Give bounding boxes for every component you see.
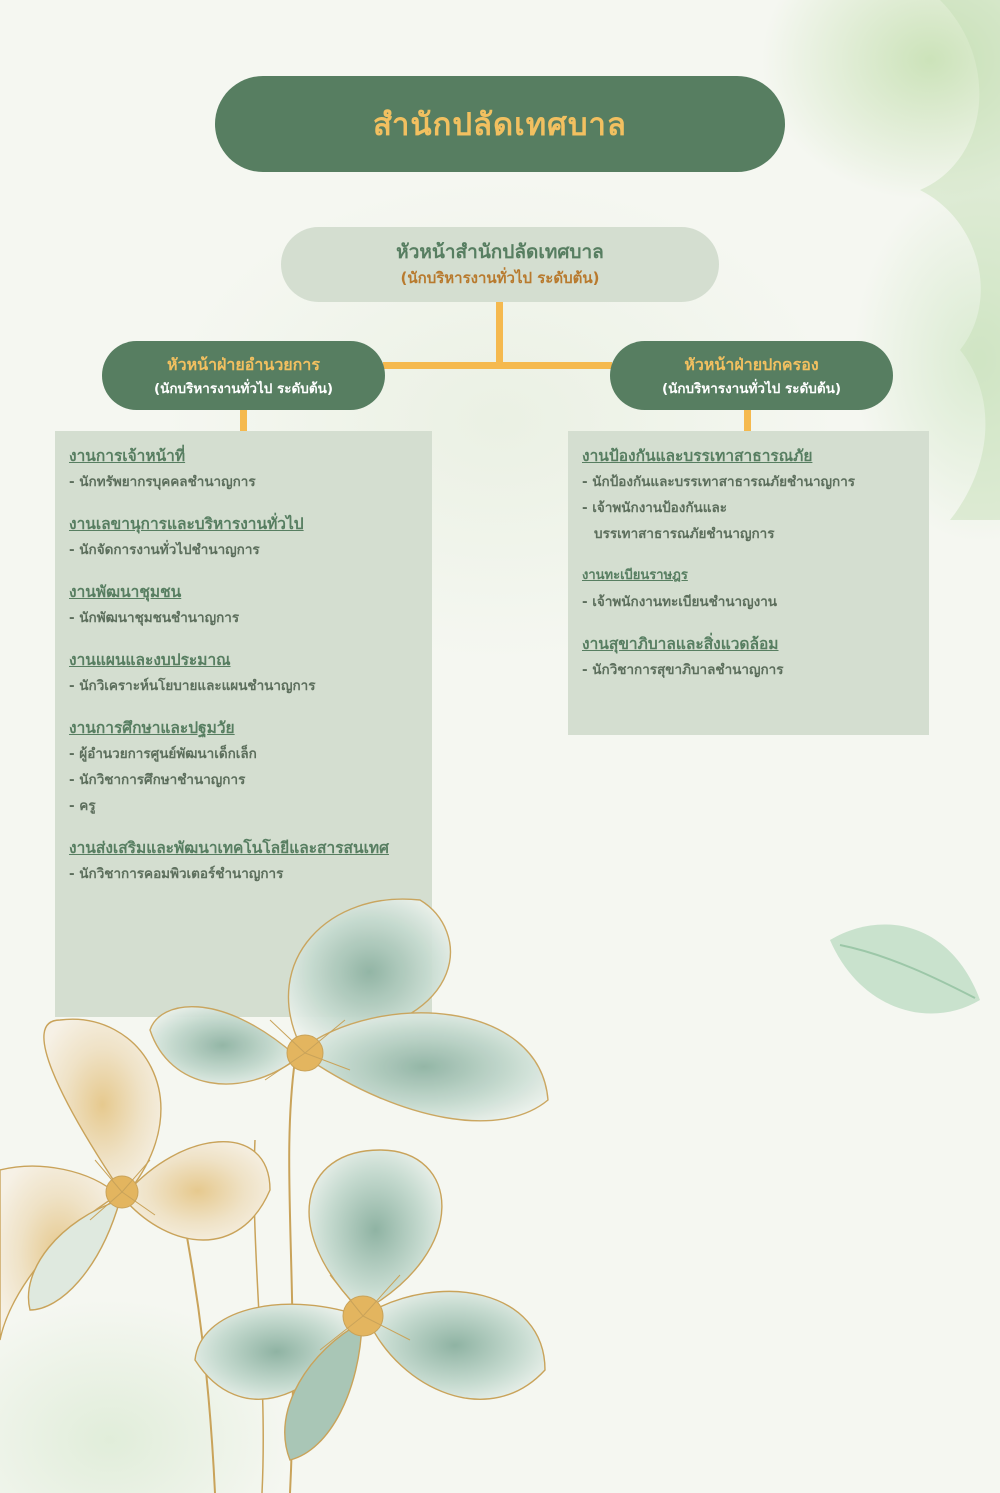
head-node (281, 227, 719, 302)
section-item: - เจ้าพนักงานทะเบียนชำนาญงาน (582, 594, 778, 610)
right-division-panel (568, 431, 929, 735)
section-item: บรรเทาสาธารณภัยชำนาญการ (594, 526, 775, 542)
section-title: งานแผนและงบประมาณ (69, 651, 231, 669)
connector-head-down (496, 302, 503, 368)
connector-left-down (240, 410, 247, 431)
flower-illustration (0, 870, 560, 1493)
section-education (69, 715, 418, 819)
section-item: - นักทรัพยากรบุคคลชำนาญการ (69, 474, 256, 490)
section-planning (69, 647, 418, 699)
section-community (69, 579, 418, 631)
section-disaster-prevention (582, 443, 915, 547)
section-item: - นักป้องกันและบรรเทาสาธารณภัยชำนาญการ (582, 474, 856, 490)
section-civil-registration (582, 563, 915, 615)
section-personnel (69, 443, 418, 495)
section-title: งานเลขานุการและบริหารงานทั่วไป (69, 515, 304, 533)
section-item: - นักวิชาการคอมพิวเตอร์ชำนาญการ (69, 866, 284, 882)
right-division-node (610, 341, 893, 410)
section-item: - ผู้อำนวยการศูนย์พัฒนาเด็กเล็ก (69, 746, 257, 762)
left-division-node (102, 341, 385, 410)
section-secretariat (69, 511, 418, 563)
page-title: สำนักปลัดเทศบาล (373, 107, 627, 143)
section-item: - นักพัฒนาชุมชนชำนาญการ (69, 610, 240, 626)
page-title-banner (215, 76, 785, 172)
section-item: - ครู (69, 798, 96, 814)
section-item: - นักวิชาการศึกษาชำนาญการ (69, 772, 246, 788)
right-division-title: หัวหน้าฝ่ายปกครอง (684, 354, 819, 374)
left-division-title: หัวหน้าฝ่ายอำนวยการ (167, 354, 320, 374)
section-title: งานการเจ้าหน้าที่ (69, 447, 186, 465)
section-item: - เจ้าพนักงานป้องกันและ (582, 500, 728, 516)
head-subtitle: (นักบริหารงานทั่วไป ระดับต้น) (400, 269, 600, 287)
section-title: งานส่งเสริมและพัฒนาเทคโนโลยีและสารสนเทศ (69, 839, 389, 857)
left-division-subtitle: (นักบริหารงานทั่วไป ระดับต้น) (153, 380, 334, 397)
section-sanitation (582, 631, 915, 683)
section-item: - นักจัดการงานทั่วไปชำนาญการ (69, 542, 260, 558)
section-title: งานป้องกันและบรรเทาสาธารณภัย (582, 447, 813, 465)
section-item: - นักวิเคราะห์นโยบายและแผนชำนาญการ (69, 678, 316, 694)
head-title: หัวหน้าสำนักปลัดเทศบาล (396, 241, 604, 263)
section-title: งานทะเบียนราษฎร (582, 568, 688, 583)
section-title: งานสุขาภิบาลและสิ่งแวดล้อม (582, 635, 779, 653)
right-division-subtitle: (นักบริหารงานทั่วไป ระดับต้น) (661, 380, 842, 397)
section-title: งานการศึกษาและปฐมวัย (69, 719, 235, 737)
leaf-decoration (820, 910, 990, 1030)
connector-horizontal (383, 362, 612, 369)
section-item: - นักวิชาการสุขาภิบาลชำนาญการ (582, 662, 784, 678)
connector-right-down (744, 410, 751, 431)
section-title: งานพัฒนาชุมชน (69, 583, 182, 601)
